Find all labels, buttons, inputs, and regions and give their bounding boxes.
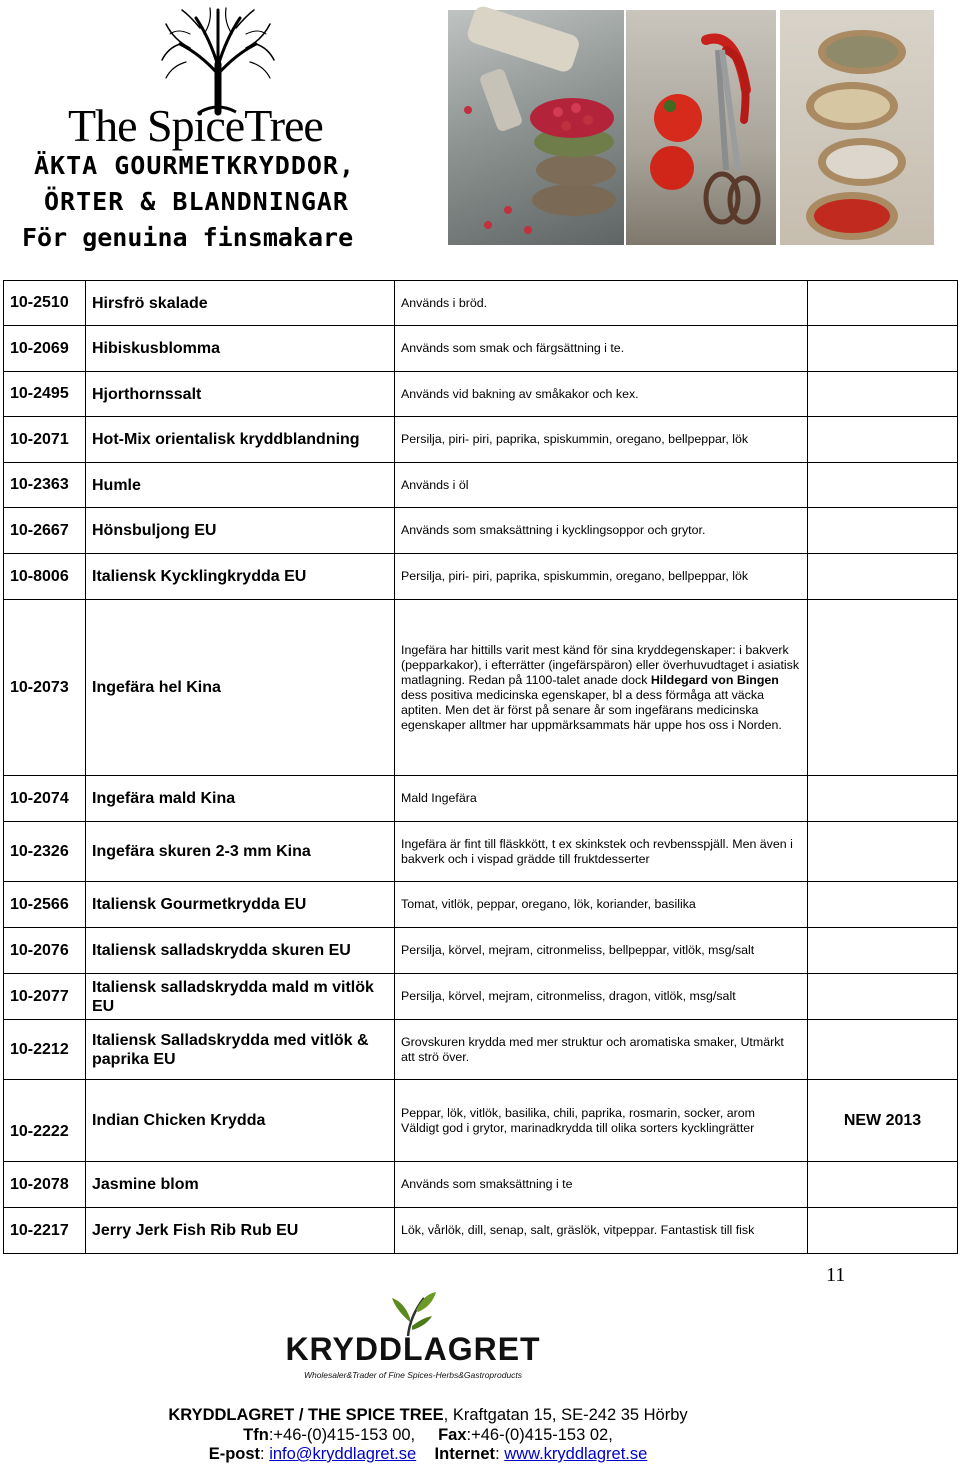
product-code: 10-2078	[4, 1162, 86, 1208]
product-description	[395, 1080, 808, 1162]
product-note	[808, 928, 958, 974]
product-note	[808, 1162, 958, 1208]
product-description: Tomat, vitlök, peppar, oregano, lök, koriander, basilika	[395, 882, 808, 928]
product-note	[808, 776, 958, 822]
company-address: , Kraftgatan 15, SE-242 35 Hörby	[443, 1406, 688, 1424]
table-row	[4, 776, 958, 822]
product-name: Italiensk Gourmetkrydda EU	[86, 882, 395, 928]
product-note	[808, 508, 958, 554]
page-number: 11	[826, 1264, 846, 1286]
product-name: Jerry Jerk Fish Rib Rub EU	[86, 1208, 395, 1254]
product-note	[808, 974, 958, 1020]
fax-label: Fax	[438, 1425, 467, 1444]
description-text: Ingefära har hittills varit mest känd för sina kryddegenskaper: i bakverk (pepparkakor), i efterrätter (ingefärspäron) eller överhuvudtaget i asiatisk matlagning. Redan på 1100-talet anade dock	[401, 642, 800, 687]
phone-label: Tfn	[243, 1425, 269, 1444]
table-row	[4, 600, 958, 776]
product-code: 10-2667	[4, 508, 86, 554]
tagline-3: För genuina finsmakare	[22, 223, 354, 252]
product-code: 10-2510	[4, 281, 86, 326]
product-name: Hjorthornssalt	[86, 372, 395, 417]
product-code: 10-2076	[4, 928, 86, 974]
product-description	[395, 600, 808, 776]
product-name: Hibiskusblomma	[86, 326, 395, 372]
product-name: Hot-Mix orientalisk kryddblandning	[86, 417, 395, 463]
fax-number: :+46-(0)415-153 02,	[466, 1425, 613, 1444]
product-code: 10-2071	[4, 417, 86, 463]
internet-label: Internet	[434, 1445, 496, 1463]
photo-peppercorns	[448, 10, 624, 245]
product-description: Mald Ingefära	[395, 776, 808, 822]
product-description: Persilja, körvel, mejram, citronmeliss, dragon, vitlök, msg/salt	[395, 974, 808, 1020]
footer-contact: KRYDDLAGRET / THE SPICE TREE, Kraftgatan 15, SE-242 35 Hörby Tfn:+46-(0)415-153 00, Fax:+46-(0)415-153 02, E-post: info@kryddlagret.se Internet: www.kryddlagret.se	[168, 1406, 688, 1463]
product-code: 10-2566	[4, 882, 86, 928]
product-name: Ingefära hel Kina	[86, 600, 395, 776]
table-row	[4, 463, 958, 508]
product-name: Jasmine blom	[86, 1162, 395, 1208]
product-name: Italiensk salladskrydda mald m vitlök EU	[86, 974, 395, 1020]
phone-number: :+46-(0)415-153 00,	[268, 1425, 416, 1444]
product-note	[808, 281, 958, 326]
table-row	[4, 1020, 958, 1080]
table-row	[4, 281, 958, 326]
email-link[interactable]: info@kryddlagret.se	[269, 1445, 417, 1463]
product-description: Ingefära är fint till fläskkött, t ex skinkstek och revbensspjäll. Men även i bakverk och i vispad grädde till fruktdesserter	[395, 822, 808, 882]
product-description: Används som smaksättning i te	[395, 1162, 808, 1208]
table-row	[4, 372, 958, 417]
product-table	[3, 280, 958, 1254]
logo-subline: Wholesaler&Trader of Fine Spices-Herbs&Gastroproducts	[303, 1370, 523, 1380]
product-name: Italiensk Kycklingkrydda EU	[86, 554, 395, 600]
product-name: Hirsfrö skalade	[86, 281, 395, 326]
product-note	[808, 1020, 958, 1080]
product-description: Persilja, piri- piri, paprika, spiskummin, oregano, bellpeppar, lök	[395, 417, 808, 463]
photo-spice-spoons	[780, 10, 934, 245]
product-description: Lök, vårlök, dill, senap, salt, gräslök, vitpeppar. Fantastisk till fisk	[395, 1208, 808, 1254]
table-row	[4, 1208, 958, 1254]
product-code: 10-2363	[4, 463, 86, 508]
product-code: 10-2495	[4, 372, 86, 417]
product-note	[808, 417, 958, 463]
product-code: 10-2326	[4, 822, 86, 882]
product-code: 10-8006	[4, 554, 86, 600]
product-note	[808, 600, 958, 776]
tagline-1: ÄKTA GOURMETKRYDDOR,	[34, 151, 356, 180]
photo-tomatoes-chili	[626, 10, 776, 245]
table-row	[4, 882, 958, 928]
product-note	[808, 326, 958, 372]
product-description: Används som smaksättning i kycklingsoppor och grytor.	[395, 508, 808, 554]
product-description: Används i bröd.	[395, 281, 808, 326]
description-line: Peppar, lök, vitlök, basilika, chili, paprika, rosmarin, socker, arom	[401, 1105, 755, 1120]
kryddlagret-logo	[285, 1292, 541, 1388]
brand-name: The SpiceTree	[68, 100, 323, 151]
product-name: Italiensk salladskrydda skuren EU	[86, 928, 395, 974]
table-row	[4, 326, 958, 372]
table-row	[4, 1080, 958, 1162]
table-row	[4, 1162, 958, 1208]
leaf-icon	[392, 1292, 436, 1336]
product-name: Indian Chicken Krydda	[86, 1080, 395, 1162]
product-name: Ingefära skuren 2-3 mm Kina	[86, 822, 395, 882]
product-code: 10-2077	[4, 974, 86, 1020]
website-link[interactable]: www.kryddlagret.se	[504, 1445, 648, 1463]
product-note	[808, 554, 958, 600]
product-description: Persilja, piri- piri, paprika, spiskummin, oregano, bellpeppar, lök	[395, 554, 808, 600]
tagline-2: ÖRTER & BLANDNINGAR	[44, 187, 349, 216]
product-name: Ingefära mald Kina	[86, 776, 395, 822]
product-note	[808, 822, 958, 882]
product-note	[808, 372, 958, 417]
table-row	[4, 822, 958, 882]
product-name: Italiensk Salladskrydda med vitlök & paprika EU	[86, 1020, 395, 1080]
product-note	[808, 882, 958, 928]
product-name: Humle	[86, 463, 395, 508]
description-line: Väldigt god i grytor, marinadkrydda till olika sorters kycklingrätter	[401, 1120, 755, 1135]
product-description: Grovskuren krydda med mer struktur och aromatiska smaker, Utmärkt att strö över.	[395, 1020, 808, 1080]
table-row	[4, 928, 958, 974]
product-name: Hönsbuljong EU	[86, 508, 395, 554]
spice-tree-logo-icon	[160, 4, 276, 114]
product-code: 10-2074	[4, 776, 86, 822]
logo-wordmark: KRYDDLAGRET	[285, 1331, 541, 1367]
table-row	[4, 508, 958, 554]
new-badge: NEW 2013	[808, 1080, 958, 1162]
product-code: 10-2217	[4, 1208, 86, 1254]
product-description: Används vid bakning av småkakor och kex.	[395, 372, 808, 417]
product-note	[808, 463, 958, 508]
table-row	[4, 554, 958, 600]
description-text: dess positiva medicinska egenskaper, bl a dess förmåga att väcka aptiten. Men det är först på senare år som ingefärans medicinska egenskaper alltmer har uppmärksammats här uppe hos oss i Norden.	[401, 687, 782, 732]
product-code: 10-2069	[4, 326, 86, 372]
product-code: 10-2073	[4, 600, 86, 776]
product-code: 10-2222	[4, 1080, 86, 1162]
product-description: Används i öl	[395, 463, 808, 508]
table-row	[4, 974, 958, 1020]
company-name: KRYDDLAGRET / THE SPICE TREE	[168, 1406, 444, 1424]
table-row	[4, 417, 958, 463]
product-note	[808, 1208, 958, 1254]
product-description: Persilja, körvel, mejram, citronmeliss, bellpeppar, vitlök, msg/salt	[395, 928, 808, 974]
email-label: E-post	[208, 1445, 261, 1463]
product-code: 10-2212	[4, 1020, 86, 1080]
product-description: Används som smak och färgsättning i te.	[395, 326, 808, 372]
description-highlight: Hildegard von Bingen	[650, 672, 779, 687]
